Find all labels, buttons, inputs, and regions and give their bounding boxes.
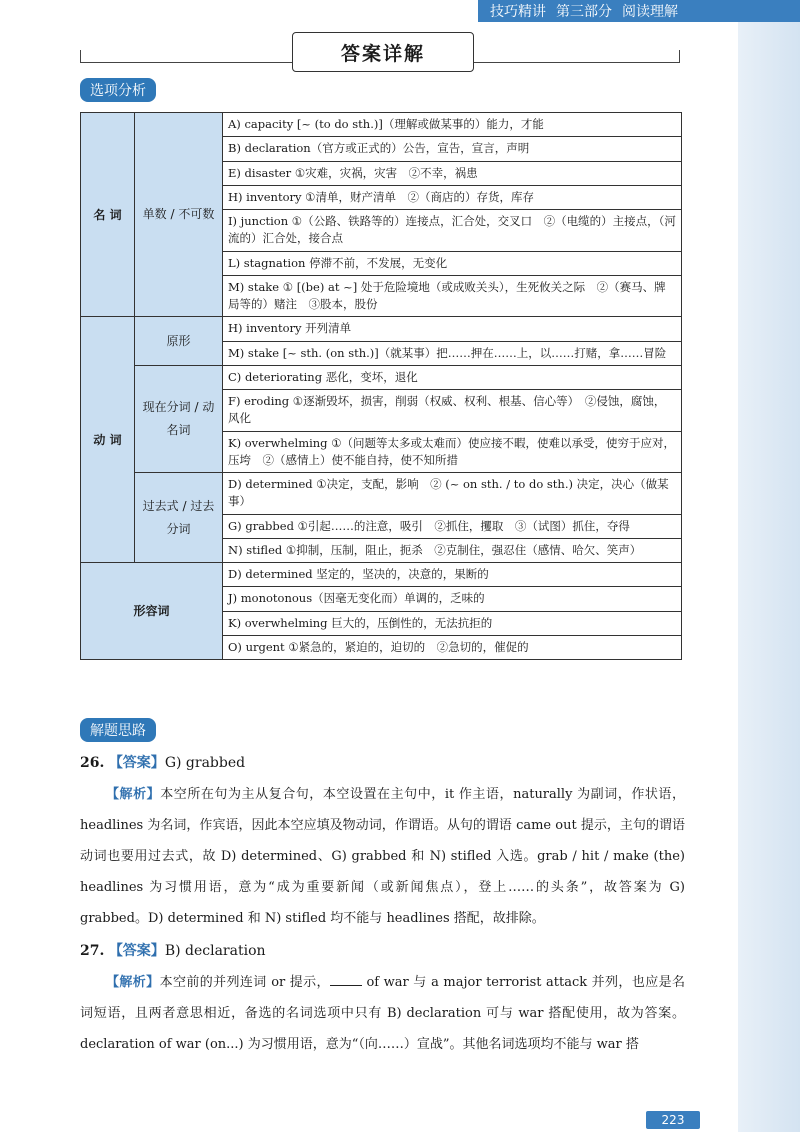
- answer-value: G) grabbed: [164, 755, 246, 771]
- table-cell: N) stifled ①抑制，压制，阻止，扼杀 ②克制住，强忍住（感情、哈欠、笑声）: [223, 538, 682, 562]
- table-cell: F) eroding ①逐渐毁坏，损害，削弱（权威、权利、根基、信心等） ②侵蚀，腐蚀，风化: [223, 390, 682, 432]
- category-verb: 动 词: [81, 317, 135, 563]
- answer-tag: 【答案】: [108, 755, 165, 771]
- header-section: 技巧精讲: [490, 4, 546, 20]
- title-rule-left-cap: [80, 50, 81, 62]
- table-cell: D) determined 坚定的，坚决的，决意的，果断的: [223, 563, 682, 587]
- option-analysis-label: 选项分析: [80, 78, 156, 102]
- analysis-text-post: of war 与 a major terrorist attack 并列，也应是名词短语，且两者意思相近，备选的名词选项中只有 B) declaration 可与 war 搭配使用，故为答案。declaration of war (on...) 为习惯用语，意为“（向……）宣战”。其他名词选项均不能与 war 搭: [80, 975, 685, 1052]
- table-row: [81, 113, 682, 137]
- table-cell: M) stake ① [(be) at ~] 处于危险境地（或成败关头），生死攸关之际 ②（赛马、牌局等的）赌注 ③股本，股份: [223, 275, 682, 317]
- subcategory-present-participle: 现在分词 / 动名词: [135, 365, 223, 472]
- question-number: 27.: [80, 943, 105, 959]
- analysis-paragraph: [80, 967, 685, 1060]
- subcategory-past-tense: 过去式 / 过去分词: [135, 473, 223, 563]
- question-26: [80, 748, 685, 934]
- table-cell: H) inventory 开列清单: [223, 317, 682, 341]
- table-cell: E) disaster ①灾难，灾祸，灾害 ②不幸，祸患: [223, 161, 682, 185]
- table-cell: I) junction ①（公路、铁路等的）连接点，汇合处，交叉口 ②（电缆的）主接点，（河流的）汇合处，接合点: [223, 210, 682, 252]
- table-cell: H) inventory ①清单，财产清单 ②（商店的）存货，库存: [223, 185, 682, 209]
- fill-blank: [330, 973, 362, 986]
- analysis-text-pre: 本空前的并列连词 or 提示，: [159, 975, 330, 990]
- table-row: [81, 563, 682, 587]
- header-topic: 阅读理解: [622, 4, 678, 20]
- table-cell: J) monotonous（因毫无变化而）单调的，乏味的: [223, 587, 682, 611]
- page-edge-strip: [738, 0, 800, 1132]
- table-cell: O) urgent ①紧急的，紧迫的，迫切的 ②急切的，催促的: [223, 635, 682, 659]
- table-cell: K) overwhelming 巨大的，压倒性的，无法抗拒的: [223, 611, 682, 635]
- category-adjective: 形容词: [81, 563, 223, 660]
- table-cell: L) stagnation 停滞不前，不发展，无变化: [223, 251, 682, 275]
- question-27: [80, 936, 685, 1060]
- category-noun: 名 词: [81, 113, 135, 317]
- table-cell: G) grabbed ①引起……的注意，吸引 ②抓住，攫取 ③（试图）抓住，夺得: [223, 514, 682, 538]
- table-row: [81, 365, 682, 389]
- page-title: 答案详解: [292, 32, 474, 72]
- table-cell: M) stake [~ sth. (on sth.)]（就某事）把……押在……上，以……打赌，拿……冒险: [223, 341, 682, 365]
- vocabulary-table: [80, 112, 682, 660]
- analysis-tag: 【解析】: [106, 975, 160, 990]
- answer-line: [80, 936, 685, 967]
- header-part: 第三部分: [556, 4, 612, 20]
- table-cell: K) overwhelming ①（问题等太多或太难而）使应接不暇，使难以承受，使穷于应对，压垮 ②（感情上）使不能自持，使不知所措: [223, 431, 682, 473]
- analysis-paragraph: [80, 779, 685, 934]
- page-number: 223: [646, 1111, 700, 1129]
- analysis-tag: 【解析】: [106, 787, 161, 802]
- table-cell: A) capacity [~ (to do sth.)]（理解或做某事的）能力，才能: [223, 113, 682, 137]
- running-header: [478, 0, 800, 22]
- table-row: [81, 317, 682, 341]
- answer-value: B) declaration: [164, 943, 266, 959]
- analysis-text: 本空所在句为主从复合句，本空设置在主句中，it 作主语，naturally 为副词，作状语，headlines 为名词，作宾语，因此本空应填及物动词，作谓语。从句的谓语 came out 提示，主句的谓语动词也要用过去式，故 D) determined、G) grabbed 和 N) stifled 入选。grab / hit / make (the) headlines 为习惯用语，意为“成为重要新闻（或新闻焦点），登上……的头条”，故答案为 G) grabbed。D) determined 和 N) stifled 均不能与 headlines 搭配，故排除。: [80, 787, 685, 926]
- table-row: [81, 473, 682, 515]
- table-cell: D) determined ①决定，支配，影响 ② (~ on sth. / to do sth.) 决定，决心（做某事）: [223, 473, 682, 515]
- title-rule-right-cap: [679, 50, 680, 62]
- solution-label: 解题思路: [80, 718, 156, 742]
- subcategory-noun: 单数 / 不可数: [135, 113, 223, 317]
- answer-tag: 【答案】: [108, 943, 165, 959]
- table-cell: B) declaration（官方或正式的）公告，宣告，宣言，声明: [223, 137, 682, 161]
- question-number: 26.: [80, 755, 105, 771]
- answer-line: [80, 748, 685, 779]
- table-cell: C) deteriorating 恶化，变坏，退化: [223, 365, 682, 389]
- subcategory-base-form: 原形: [135, 317, 223, 366]
